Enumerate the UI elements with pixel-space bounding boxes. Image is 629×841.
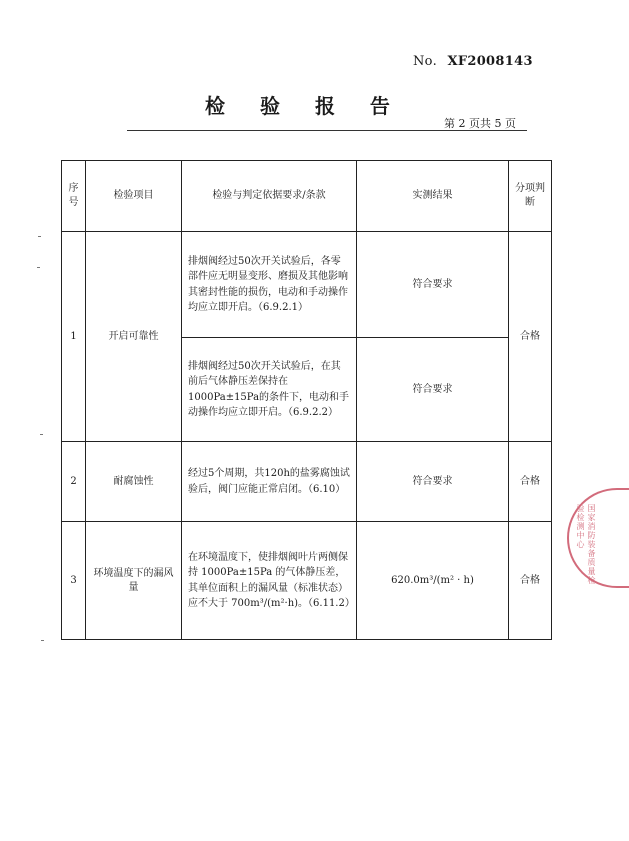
report-number-value: XF2008143 [447,54,533,69]
row-item: 环境温度下的漏风量 [86,522,182,640]
row-seq: 2 [62,442,86,522]
scan-mark [37,267,40,268]
report-number-label: No. [413,54,438,69]
table-row [62,522,552,640]
header-item: 检验项目 [86,161,182,232]
page-info: 第 2 页共 5 页 [444,117,516,130]
row-criteria: 排烟阀经过50次开关试验后，在其前后气体静压差保持在1000Pa±15Pa的条件下，电动和手动操作均应立即开启。（6.9.2.2） [182,338,357,442]
row-verdict: 合格 [509,442,552,522]
stamp-text: 国家消防装备质量检验检测中心 [576,504,596,585]
header-result: 实测结果 [357,161,509,232]
table-header-row [62,161,552,232]
header-criteria: 检验与判定依据要求/条款 [182,161,357,232]
row-result: 符合要求 [357,232,509,338]
title-divider [127,130,527,131]
table-row [62,442,552,522]
scan-mark [41,640,44,641]
row-verdict: 合格 [509,522,552,640]
table-row [62,232,552,338]
row-criteria: 在环境温度下，使排烟阀叶片两侧保持 1000Pa±15Pa 的气体静压差，其单位面积上的漏风量（标准状态）应不大于 700m³/(m²·h)。（6.11.2） [182,522,357,640]
official-stamp [567,488,629,588]
row-verdict: 合格 [509,232,552,442]
report-number [413,54,533,69]
row-seq: 1 [62,232,86,442]
row-result: 620.0m³/(m² · h) [357,522,509,640]
header-verdict: 分项判断 [509,161,552,232]
header-seq: 序号 [62,161,86,232]
row-seq: 3 [62,522,86,640]
scan-mark [38,236,41,237]
row-item: 开启可靠性 [86,232,182,442]
inspection-table [61,160,552,640]
row-criteria: 经过5个周期，共120h的盐雾腐蚀试验后，阀门应能正常启闭。（6.10） [182,442,357,522]
row-result: 符合要求 [357,442,509,522]
page-title: 检 验 报 告 [205,94,404,118]
row-result: 符合要求 [357,338,509,442]
row-criteria: 排烟阀经过50次开关试验后，各零部件应无明显变形、磨损及其他影响其密封性能的损伤，电动和手动操作均应立即开启。（6.9.2.1） [182,232,357,338]
row-item: 耐腐蚀性 [86,442,182,522]
scan-mark [40,434,43,435]
